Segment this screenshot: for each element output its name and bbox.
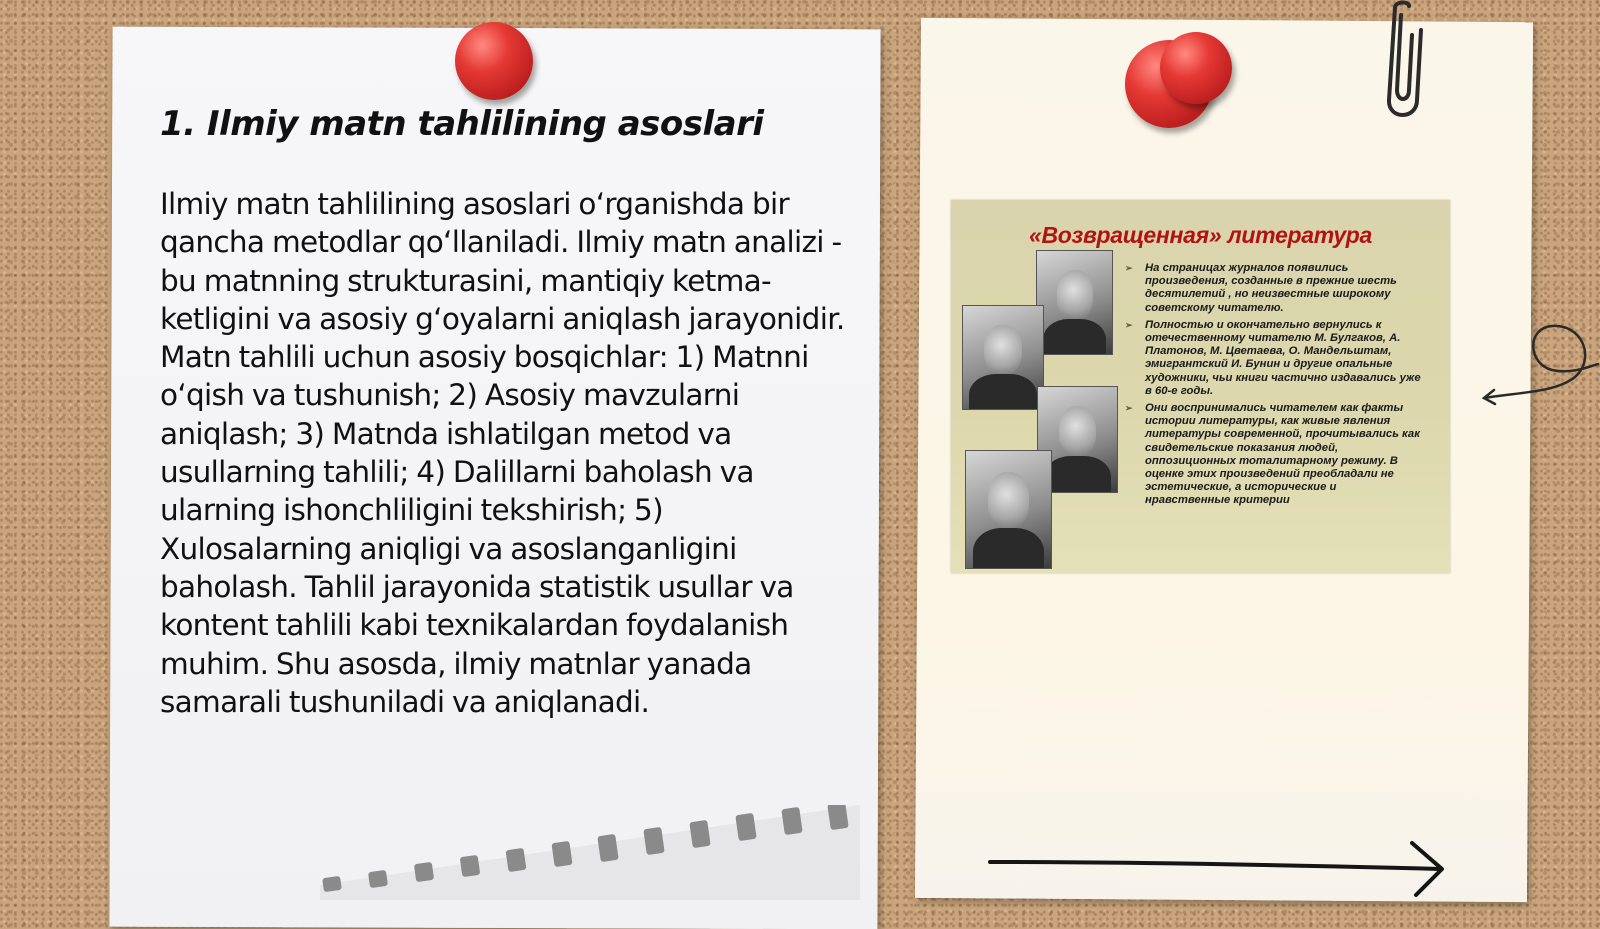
slide-bullet: ➢ Полностью и окончательно вернулись к отечественному читателю М. Булгаков, А. Платонов, М. Цветаева, О. Мандельштам, эмигрантский И. Бунин и другие опальные художники, чьи книги частично издавались уже в 60-е годы. <box>1123 319 1423 398</box>
note-body-text: Ilmiy matn tahlilining asoslari o‘rganishda bir qancha metodlar qo‘llaniladi. Ilmiy matn analizi - bu matnning strukturasini, mantiqiy ketma-ketligini va asosiy g‘oyalarni aniqlash jarayonidir. Matn tahlili uchun asosiy bosqichlar: 1) Matnni o‘qish va tushunish; 2) Asosiy mavzularni aniqlash; 3) Matnda ishlatilgan metod va usullarning tahlili; 4) Dalillarni baholash va ularning ishonchliligini tekshirish; 5) Xulosalarning aniqligi va asoslanganligini baholash. Tahlil jarayonida statistik usullar va kontent tahlili kabi texnikalardan foydalanish muhim. Shu asosda, ilmiy matnlar yanada samarali tushuniladi va aniqlanadi. <box>160 187 845 719</box>
paperclip-icon <box>1381 0 1425 129</box>
torn-paper-edge <box>320 805 860 904</box>
embedded-slide-image <box>951 200 1450 573</box>
long-arrow-right-icon <box>988 840 1448 904</box>
slide-bullet: ➢ На страницах журналов появились произведения, созданные в прежние шесть десятилетий , но неизвестные широкому советскому читателю. <box>1123 262 1423 315</box>
squiggle-arrow-icon <box>1482 318 1600 412</box>
slide-bullet-list <box>1123 262 1423 512</box>
slide-title: «Возвращенная» литература <box>1028 222 1373 248</box>
note-title: 1. Ilmiy matn tahlilining asoslari <box>160 104 764 144</box>
author-portrait <box>1036 250 1113 355</box>
push-pin-icon <box>1160 32 1232 104</box>
slide-bullet: ➢ Они воспринимались читателем как факты истории литературы, как живые явления литературы современной, прочитывались как свидетельские показания людей, оппозиционных тоталитарному режиму. В оценке этих произведений преобладали не эстетические, а исторические и нравственные критерии <box>1123 402 1423 508</box>
author-portrait <box>965 450 1052 569</box>
push-pin-icon <box>455 22 533 100</box>
author-portrait <box>962 305 1044 410</box>
